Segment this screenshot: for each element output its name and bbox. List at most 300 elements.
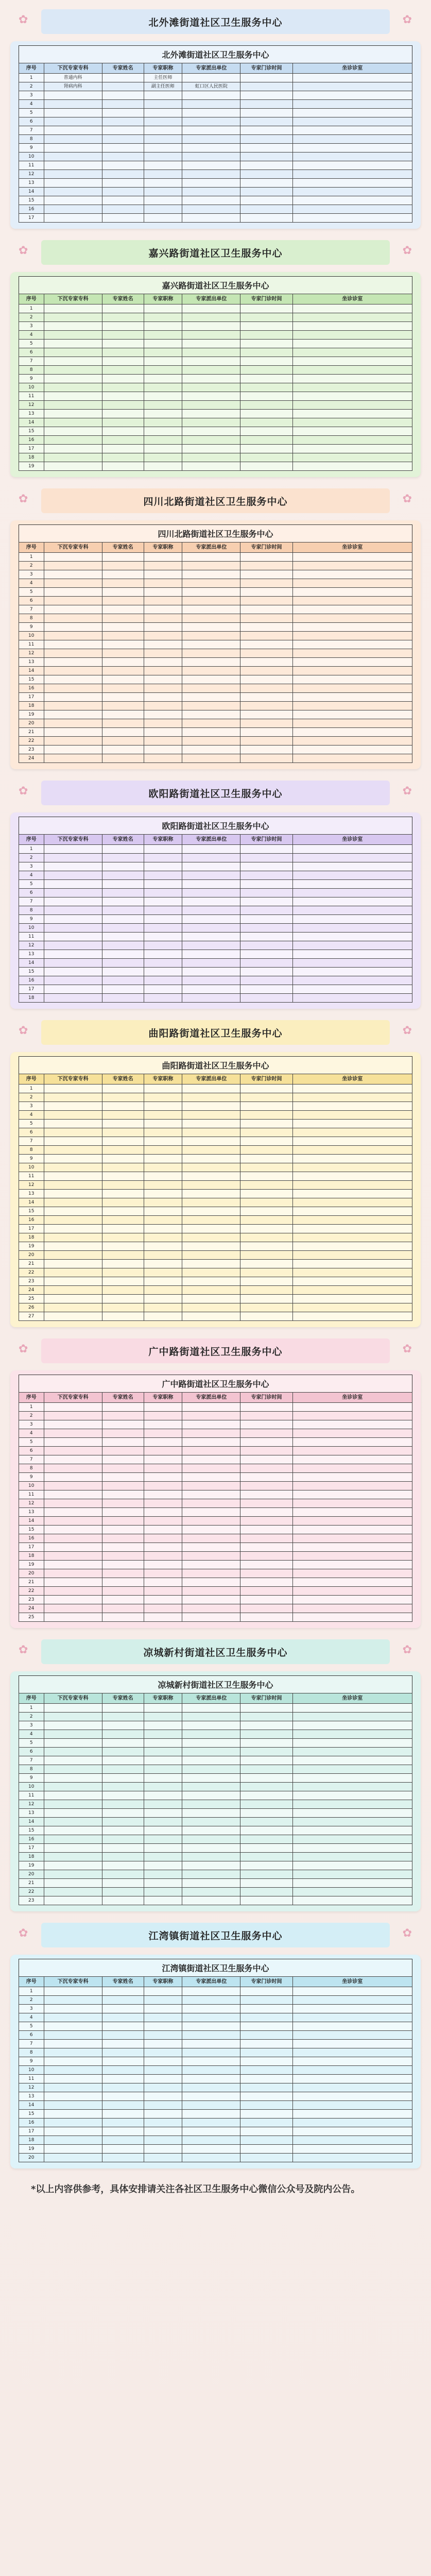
table-row [19, 152, 412, 161]
table-cell: 13 [19, 950, 44, 959]
table-cell [102, 845, 144, 854]
table-row [19, 366, 412, 375]
table-cell [144, 1853, 182, 1861]
table-row [19, 968, 412, 976]
table-cell [240, 1260, 292, 1268]
table-row [19, 1896, 412, 1905]
table-row [19, 2083, 412, 2092]
table-cell [102, 1783, 144, 1791]
table-cell [240, 1277, 292, 1286]
table-row [19, 719, 412, 728]
table-cell [292, 436, 412, 445]
table-cell [292, 205, 412, 214]
table-cell [102, 1604, 144, 1613]
table-cell [144, 392, 182, 401]
table-cell [292, 2110, 412, 2119]
table-cell: 22 [19, 1587, 44, 1596]
table-row [19, 2048, 412, 2057]
table-cell [240, 91, 292, 100]
table-cell [240, 410, 292, 418]
table-cell [292, 2127, 412, 2136]
table-cell [44, 985, 102, 994]
table-cell [240, 1826, 292, 1835]
table-cell [102, 579, 144, 588]
table-cell: 17 [19, 2127, 44, 2136]
table-cell [292, 2048, 412, 2057]
table-cell [144, 1809, 182, 1818]
center-section [10, 240, 421, 477]
table-cell: 7 [19, 1137, 44, 1146]
column-header: 坐诊诊室 [292, 543, 412, 553]
table-cell [292, 179, 412, 188]
table-cell: 10 [19, 1783, 44, 1791]
table-cell [44, 331, 102, 340]
table-cell [44, 1783, 102, 1791]
table-cell [292, 1569, 412, 1578]
table-cell [44, 1155, 102, 1163]
table-cell [182, 453, 240, 462]
table-cell [240, 196, 292, 205]
table-row [19, 985, 412, 994]
table-cell [44, 1464, 102, 1473]
table-cell [240, 553, 292, 562]
table-cell [144, 109, 182, 117]
table-cell [102, 2075, 144, 2083]
table-cell [240, 462, 292, 471]
table-cell [292, 348, 412, 357]
table-cell [292, 1870, 412, 1879]
table-cell [44, 745, 102, 754]
table-cell [182, 1420, 240, 1429]
table-cell [144, 427, 182, 436]
table-cell [144, 1499, 182, 1508]
column-header: 专家姓名 [102, 1074, 144, 1084]
table-cell [292, 950, 412, 959]
table-cell [44, 728, 102, 737]
table-row [19, 1596, 412, 1604]
table-cell [144, 313, 182, 322]
table-cell [240, 313, 292, 322]
table-cell: 11 [19, 1791, 44, 1800]
table-row [19, 1295, 412, 1303]
table-cell [292, 366, 412, 375]
schedule-table [19, 1392, 412, 1622]
table-cell [292, 588, 412, 597]
column-header: 下沉专家专科 [44, 1693, 102, 1704]
table-cell [44, 1552, 102, 1561]
table-cell [144, 845, 182, 854]
table-cell [102, 2083, 144, 2092]
table-cell [240, 658, 292, 667]
table-cell [240, 1242, 292, 1251]
table-cell [292, 357, 412, 366]
table-row [19, 445, 412, 453]
table-cell: 17 [19, 1543, 44, 1552]
table-cell [102, 126, 144, 135]
table-cell [144, 1146, 182, 1155]
table-cell [292, 924, 412, 933]
table-cell [182, 1128, 240, 1137]
table-cell [292, 985, 412, 994]
column-header: 下沉专家专科 [44, 1074, 102, 1084]
table-cell [240, 950, 292, 959]
table-cell [182, 392, 240, 401]
table-cell [102, 2048, 144, 2057]
table-cell [292, 737, 412, 745]
table-cell [44, 214, 102, 223]
table-cell [292, 684, 412, 693]
table-cell [102, 1198, 144, 1207]
table-cell [292, 1774, 412, 1783]
table-cell [144, 579, 182, 588]
table-cell: 8 [19, 906, 44, 915]
table-cell [182, 2127, 240, 2136]
table-cell [240, 924, 292, 933]
table-cell: 21 [19, 1578, 44, 1587]
table-cell [102, 1721, 144, 1730]
table-cell [182, 2154, 240, 2162]
table-cell [292, 1242, 412, 1251]
table-cell [182, 410, 240, 418]
table-cell [292, 1137, 412, 1146]
table-cell [240, 1748, 292, 1756]
table-cell [292, 1412, 412, 1420]
table-row [19, 754, 412, 763]
table-cell [182, 1739, 240, 1748]
table-cell [292, 144, 412, 152]
table-cell [102, 924, 144, 933]
column-header: 专家职称 [144, 835, 182, 845]
table-cell [102, 1561, 144, 1569]
table-cell: 6 [19, 2031, 44, 2040]
table-row [19, 1429, 412, 1438]
table-cell [144, 1800, 182, 1809]
table-row [19, 331, 412, 340]
table-cell [144, 1791, 182, 1800]
table-cell [182, 880, 240, 889]
table-cell: 9 [19, 1473, 44, 1482]
table-cell [182, 1455, 240, 1464]
table-cell [240, 1818, 292, 1826]
table-cell [102, 1084, 144, 1093]
table-cell [44, 1596, 102, 1604]
table-cell: 肾病内科 [44, 82, 102, 91]
table-cell [182, 1534, 240, 1543]
table-cell [144, 205, 182, 214]
table-cell [44, 1835, 102, 1844]
table-cell [102, 710, 144, 719]
table-cell [144, 117, 182, 126]
table-cell: 14 [19, 1198, 44, 1207]
column-header: 专家职称 [144, 1074, 182, 1084]
table-cell [182, 1704, 240, 1713]
table-cell [240, 2119, 292, 2127]
table-cell [182, 126, 240, 135]
table-cell: 16 [19, 2119, 44, 2127]
table-row [19, 2110, 412, 2119]
table-cell [44, 1190, 102, 1198]
table-cell [44, 1765, 102, 1774]
table-row [19, 1473, 412, 1482]
table-cell [292, 1704, 412, 1713]
table-row [19, 906, 412, 915]
table-cell [44, 658, 102, 667]
table-cell [292, 383, 412, 392]
table-cell: 5 [19, 880, 44, 889]
table-cell: 21 [19, 1879, 44, 1888]
table-row [19, 1861, 412, 1870]
table-cell [240, 562, 292, 570]
table-cell: 15 [19, 675, 44, 684]
table-cell [240, 1216, 292, 1225]
column-header: 专家门诊时间 [240, 835, 292, 845]
table-cell [144, 1242, 182, 1251]
table-cell [102, 1455, 144, 1464]
table-row [19, 1233, 412, 1242]
table-cell [102, 161, 144, 170]
table-cell: 16 [19, 1835, 44, 1844]
table-cell [44, 91, 102, 100]
table-cell [102, 1800, 144, 1809]
table-row [19, 188, 412, 196]
table-cell [240, 597, 292, 605]
table-row [19, 1286, 412, 1295]
table-cell [240, 985, 292, 994]
table-cell: 12 [19, 2083, 44, 2092]
table-cell [240, 2145, 292, 2154]
table-cell: 10 [19, 152, 44, 161]
table-cell [182, 684, 240, 693]
table-cell [44, 1225, 102, 1233]
table-cell [182, 331, 240, 340]
table-row [19, 357, 412, 366]
table-cell [240, 959, 292, 968]
table-cell [102, 889, 144, 897]
table-row [19, 1569, 412, 1578]
table-cell [144, 1721, 182, 1730]
table-cell [240, 1809, 292, 1818]
table-row [19, 562, 412, 570]
table-cell [240, 117, 292, 126]
table-title: 嘉兴路街道社区卫生服务中心 [19, 276, 412, 294]
schedule-card [10, 272, 421, 477]
table-cell [44, 605, 102, 614]
table-cell [182, 1756, 240, 1765]
table-cell [182, 1791, 240, 1800]
table-cell [144, 737, 182, 745]
table-row [19, 2145, 412, 2154]
table-cell: 3 [19, 862, 44, 871]
table-cell: 12 [19, 649, 44, 658]
table-cell [292, 100, 412, 109]
table-cell: 3 [19, 570, 44, 579]
column-header: 下沉专家专科 [44, 1393, 102, 1403]
table-cell [144, 1137, 182, 1146]
table-cell: 1 [19, 1084, 44, 1093]
table-cell [292, 658, 412, 667]
table-cell [144, 2031, 182, 2040]
table-cell [292, 1861, 412, 1870]
table-cell [102, 2013, 144, 2022]
table-cell [102, 649, 144, 658]
table-cell [182, 205, 240, 214]
table-cell [44, 462, 102, 471]
table-cell [182, 109, 240, 117]
table-cell [240, 1464, 292, 1473]
table-cell [144, 1207, 182, 1216]
table-cell: 9 [19, 623, 44, 632]
table-cell [102, 357, 144, 366]
table-cell: 8 [19, 1464, 44, 1473]
table-cell [44, 649, 102, 658]
table-cell [182, 702, 240, 710]
table-cell [144, 1996, 182, 2005]
table-cell [240, 2048, 292, 2057]
table-cell [182, 214, 240, 223]
table-row [19, 1120, 412, 1128]
table-cell [240, 205, 292, 214]
table-cell: 10 [19, 2066, 44, 2075]
table-cell [44, 1791, 102, 1800]
table-cell [44, 1455, 102, 1464]
table-cell [292, 1286, 412, 1295]
schedule-card [10, 41, 421, 229]
table-cell [144, 1713, 182, 1721]
table-cell [102, 1987, 144, 1996]
table-cell [44, 614, 102, 623]
table-cell [102, 313, 144, 322]
table-cell [44, 161, 102, 170]
table-cell [144, 597, 182, 605]
column-header: 序号 [19, 63, 44, 74]
table-cell [182, 719, 240, 728]
table-cell: 13 [19, 1809, 44, 1818]
table-cell [144, 950, 182, 959]
table-cell [144, 179, 182, 188]
table-cell [44, 1146, 102, 1155]
table-cell [292, 375, 412, 383]
table-cell [240, 1473, 292, 1482]
table-cell [44, 401, 102, 410]
table-row [19, 1093, 412, 1102]
table-cell: 24 [19, 1604, 44, 1613]
table-cell [240, 1721, 292, 1730]
table-row [19, 1490, 412, 1499]
table-cell [144, 1835, 182, 1844]
table-cell [240, 348, 292, 357]
table-cell [44, 1198, 102, 1207]
table-cell [292, 1756, 412, 1765]
table-cell: 3 [19, 1721, 44, 1730]
table-cell [182, 1826, 240, 1835]
table-cell [144, 906, 182, 915]
table-row [19, 436, 412, 445]
table-cell [44, 994, 102, 1003]
table-cell [144, 1420, 182, 1429]
table-cell [44, 854, 102, 862]
table-cell [144, 1464, 182, 1473]
center-section [10, 9, 421, 229]
table-cell: 虹口区人民医院 [182, 82, 240, 91]
table-cell [44, 1508, 102, 1517]
table-cell [182, 179, 240, 188]
table-cell [292, 340, 412, 348]
table-cell [44, 570, 102, 579]
table-title: 四川北路街道社区卫生服务中心 [19, 524, 412, 542]
table-header-row [19, 1977, 412, 1987]
table-cell [292, 623, 412, 632]
table-row [19, 1826, 412, 1835]
table-cell [44, 170, 102, 179]
table-cell [144, 1198, 182, 1207]
table-cell [144, 188, 182, 196]
table-row [19, 214, 412, 223]
table-row [19, 205, 412, 214]
table-cell [44, 1403, 102, 1412]
table-cell [44, 1561, 102, 1569]
table-cell: 17 [19, 445, 44, 453]
table-cell [182, 976, 240, 985]
table-cell [144, 453, 182, 462]
table-cell [144, 854, 182, 862]
table-cell [44, 2092, 102, 2101]
table-cell [240, 941, 292, 950]
table-cell: 4 [19, 1730, 44, 1739]
table-cell [292, 1420, 412, 1429]
table-cell [182, 1613, 240, 1622]
table-cell [102, 745, 144, 754]
table-cell [44, 126, 102, 135]
table-cell [144, 1613, 182, 1622]
table-cell [44, 2127, 102, 2136]
table-cell [240, 152, 292, 161]
table-cell [292, 614, 412, 623]
table-cell [144, 1181, 182, 1190]
table-cell [292, 91, 412, 100]
column-header: 序号 [19, 1693, 44, 1704]
table-cell [144, 1569, 182, 1578]
table-cell [292, 579, 412, 588]
table-cell [102, 322, 144, 331]
table-cell [102, 1587, 144, 1596]
table-row [19, 427, 412, 436]
table-row [19, 597, 412, 605]
table-cell [240, 702, 292, 710]
table-row [19, 649, 412, 658]
table-cell: 2 [19, 82, 44, 91]
table-cell [144, 1543, 182, 1552]
table-cell: 主任医师 [144, 74, 182, 82]
table-cell [144, 693, 182, 702]
table-cell [182, 570, 240, 579]
table-cell [240, 1578, 292, 1587]
table-row [19, 410, 412, 418]
table-cell [44, 1295, 102, 1303]
table-cell [292, 597, 412, 605]
table-cell [182, 1155, 240, 1163]
table-cell [182, 2101, 240, 2110]
table-cell [102, 1879, 144, 1888]
table-cell [144, 2154, 182, 2162]
table-cell [144, 915, 182, 924]
table-cell [182, 667, 240, 675]
table-cell [292, 933, 412, 941]
table-cell [144, 719, 182, 728]
table-cell [44, 719, 102, 728]
table-cell [44, 322, 102, 331]
table-cell [240, 2127, 292, 2136]
table-row [19, 1420, 412, 1429]
